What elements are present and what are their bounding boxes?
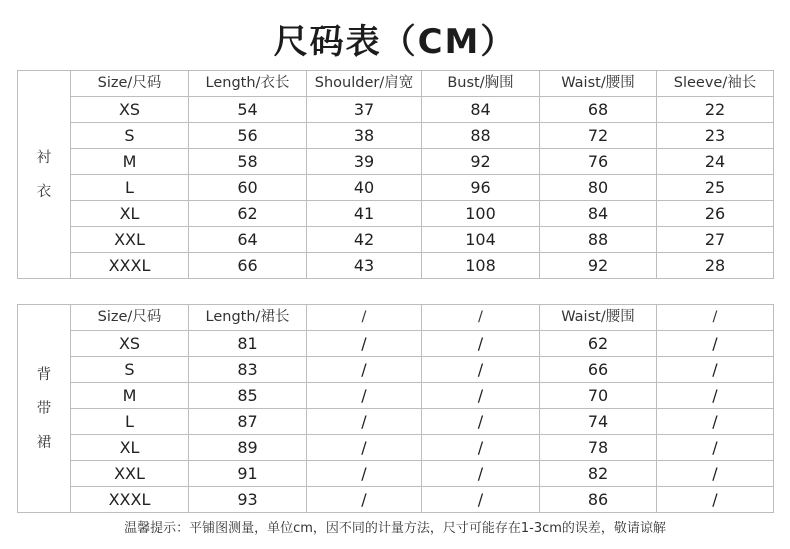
table-cell: 22 xyxy=(657,97,774,123)
table-cell: / xyxy=(657,409,774,435)
table-cell: XXL xyxy=(71,227,189,253)
table-cell: / xyxy=(422,409,540,435)
table-row xyxy=(18,357,774,383)
table-cell: 80 xyxy=(540,175,657,201)
table-cell: / xyxy=(307,383,422,409)
column-header: Waist/腰围 xyxy=(540,305,657,331)
table-row xyxy=(18,331,774,357)
table-cell: 62 xyxy=(540,331,657,357)
table-cell: / xyxy=(307,331,422,357)
table-row xyxy=(18,201,774,227)
table-cell: 84 xyxy=(540,201,657,227)
column-header: / xyxy=(657,305,774,331)
measurement-note: 温馨提示：平铺图测量，单位cm，因不同的计量方法，尺寸可能存在1-3cm的误差，敬请谅解 xyxy=(124,521,666,536)
table-cell: 37 xyxy=(307,97,422,123)
table-cell: 92 xyxy=(540,253,657,279)
table-cell: 66 xyxy=(540,357,657,383)
table-cell: XL xyxy=(71,201,189,227)
table-cell: 76 xyxy=(540,149,657,175)
table-cell: M xyxy=(71,149,189,175)
table-cell: 42 xyxy=(307,227,422,253)
table-cell: 81 xyxy=(189,331,307,357)
table-cell: / xyxy=(657,487,774,513)
table-cell: / xyxy=(657,435,774,461)
table-cell: XS xyxy=(71,97,189,123)
table-cell: / xyxy=(422,357,540,383)
table-row xyxy=(18,409,774,435)
table-cell: 60 xyxy=(189,175,307,201)
table-cell: 83 xyxy=(189,357,307,383)
table-row xyxy=(18,97,774,123)
table-cell: 24 xyxy=(657,149,774,175)
table-cell: / xyxy=(422,383,540,409)
table-cell: 68 xyxy=(540,97,657,123)
table-cell: XXL xyxy=(71,461,189,487)
table-cell: 88 xyxy=(422,123,540,149)
column-header: Length/衣长 xyxy=(189,71,307,97)
skirt-category-label: 背 带 裙 xyxy=(18,305,71,513)
column-header: Waist/腰围 xyxy=(540,71,657,97)
table-cell: L xyxy=(71,409,189,435)
table-cell: 92 xyxy=(422,149,540,175)
table-cell: / xyxy=(307,487,422,513)
shirt-size-table xyxy=(17,70,774,279)
page-title: 尺码表（CM） xyxy=(273,22,517,62)
table-cell: 86 xyxy=(540,487,657,513)
table-row xyxy=(18,461,774,487)
table-cell: 82 xyxy=(540,461,657,487)
table-cell: 96 xyxy=(422,175,540,201)
skirt-size-table xyxy=(17,304,774,513)
table-cell: 108 xyxy=(422,253,540,279)
column-header: Size/尺码 xyxy=(71,305,189,331)
table-cell: 100 xyxy=(422,201,540,227)
table-cell: / xyxy=(422,435,540,461)
table-cell: 27 xyxy=(657,227,774,253)
table-cell: XXXL xyxy=(71,253,189,279)
table-cell: / xyxy=(307,435,422,461)
table-cell: 66 xyxy=(189,253,307,279)
table-cell: 89 xyxy=(189,435,307,461)
column-header: Shoulder/肩宽 xyxy=(307,71,422,97)
column-header: Size/尺码 xyxy=(71,71,189,97)
table-cell: / xyxy=(422,487,540,513)
table-cell: 62 xyxy=(189,201,307,227)
table-row xyxy=(18,175,774,201)
table-cell: 93 xyxy=(189,487,307,513)
table-cell: XXXL xyxy=(71,487,189,513)
table-row xyxy=(18,487,774,513)
column-header: / xyxy=(422,305,540,331)
table-cell: 87 xyxy=(189,409,307,435)
table-cell: 41 xyxy=(307,201,422,227)
table-row xyxy=(18,253,774,279)
table-cell: / xyxy=(657,461,774,487)
column-header: Bust/胸围 xyxy=(422,71,540,97)
table-cell: S xyxy=(71,357,189,383)
table-cell: 72 xyxy=(540,123,657,149)
table-cell: / xyxy=(657,357,774,383)
table-cell: 88 xyxy=(540,227,657,253)
table-cell: / xyxy=(657,331,774,357)
table-cell: 25 xyxy=(657,175,774,201)
table-cell: S xyxy=(71,123,189,149)
table-cell: / xyxy=(307,461,422,487)
table-cell: 70 xyxy=(540,383,657,409)
table-header-row xyxy=(18,71,774,97)
table-cell: 38 xyxy=(307,123,422,149)
table-cell: 85 xyxy=(189,383,307,409)
table-cell: 74 xyxy=(540,409,657,435)
column-header: Length/裙长 xyxy=(189,305,307,331)
table-cell: L xyxy=(71,175,189,201)
table-cell: 104 xyxy=(422,227,540,253)
table-cell: 39 xyxy=(307,149,422,175)
shirt-category-label: 衬 衣 xyxy=(18,71,71,279)
table-row xyxy=(18,383,774,409)
table-cell: M xyxy=(71,383,189,409)
table-header-row xyxy=(18,305,774,331)
table-cell: / xyxy=(422,461,540,487)
table-cell: 78 xyxy=(540,435,657,461)
table-cell: 56 xyxy=(189,123,307,149)
table-row xyxy=(18,123,774,149)
column-header: Sleeve/袖长 xyxy=(657,71,774,97)
table-cell: / xyxy=(422,331,540,357)
table-cell: 54 xyxy=(189,97,307,123)
table-row xyxy=(18,227,774,253)
table-cell: 28 xyxy=(657,253,774,279)
table-cell: 40 xyxy=(307,175,422,201)
table-cell: 23 xyxy=(657,123,774,149)
table-cell: XS xyxy=(71,331,189,357)
table-cell: 84 xyxy=(422,97,540,123)
table-cell: / xyxy=(657,383,774,409)
table-cell: 58 xyxy=(189,149,307,175)
table-cell: 43 xyxy=(307,253,422,279)
column-header: / xyxy=(307,305,422,331)
table-cell: 26 xyxy=(657,201,774,227)
table-cell: 91 xyxy=(189,461,307,487)
table-cell: 64 xyxy=(189,227,307,253)
table-row xyxy=(18,435,774,461)
table-cell: XL xyxy=(71,435,189,461)
table-row xyxy=(18,149,774,175)
table-cell: / xyxy=(307,409,422,435)
table-cell: / xyxy=(307,357,422,383)
